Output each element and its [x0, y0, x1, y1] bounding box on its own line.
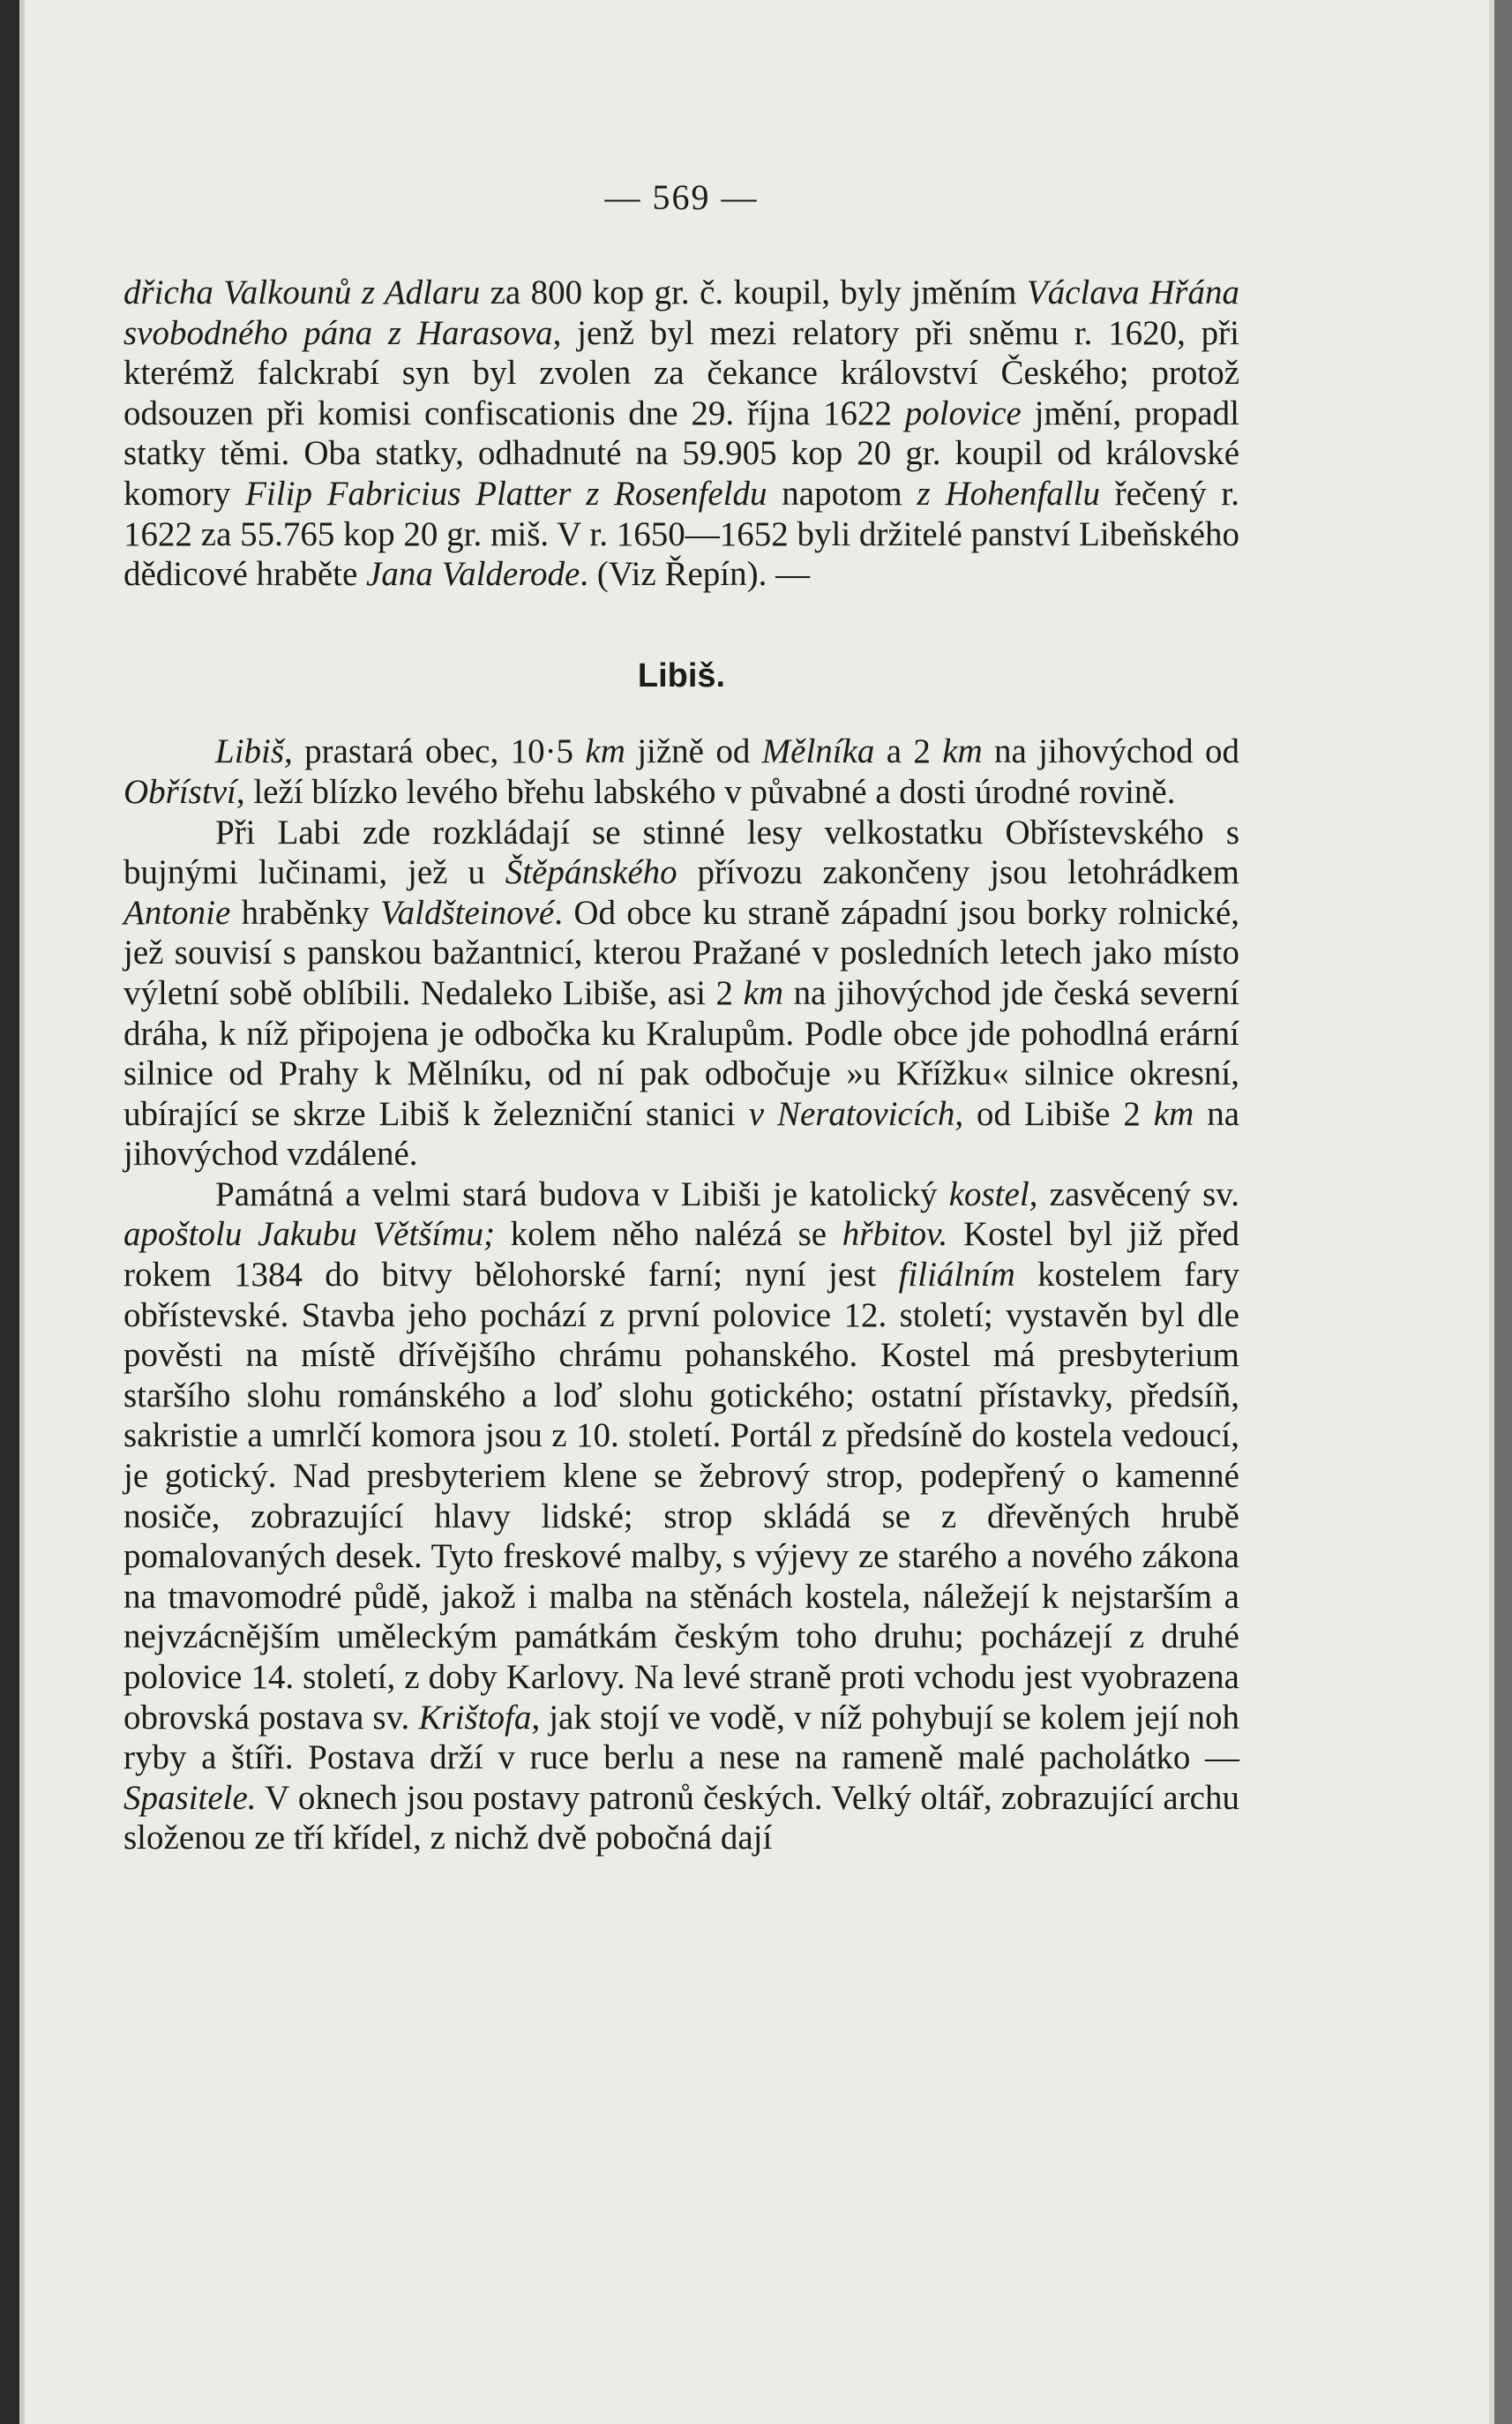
text-run: kostel,: [948, 1174, 1038, 1213]
text-run: z Hohenfallu: [917, 474, 1100, 513]
text-run: na jihovýchod vzdálené.: [124, 1094, 1240, 1174]
scan-left-edge: [0, 0, 19, 2424]
text-run: Při Labi zde rozkládají se stinné lesy velkostatku Obřístevského s bujnými lučinami, jež u: [124, 813, 1239, 892]
text-run: km: [585, 732, 625, 771]
scan-right-edge: [1494, 0, 1512, 2424]
book-page: [124, 176, 1239, 1858]
scan-right-edge-highlight: [1489, 0, 1494, 2424]
text-run: hřbitov.: [842, 1215, 948, 1254]
text-run: zasvěcený sv.: [1037, 1174, 1239, 1213]
text-run: Kostel byl již před rokem 1384 do bitvy bělohorské farní; nyní jest: [124, 1215, 1240, 1295]
page-number: — 569 —: [604, 177, 759, 217]
text-run: dřicha Valkounů z Adlaru: [124, 274, 481, 311]
text-run: Štěpánského: [505, 853, 677, 892]
text-run: filiálním: [898, 1256, 1015, 1295]
libis-paragraph-2: [124, 813, 1239, 1174]
text-run: napotom: [767, 474, 917, 513]
text-run: Jana Valderode: [366, 555, 580, 594]
text-run: , jenž byl mezi relatory při sněmu r. 1620, při kterémž falckrabí syn byl zvolen za čekance království Českého; protož odsouzen při komisi confiscationis dne 29. října 1622: [124, 313, 1239, 432]
text-run: km: [743, 973, 784, 1012]
text-run: Filip Fabricius Platter z Rosenfeldu: [245, 474, 767, 513]
text-run: Mělníka: [761, 732, 875, 771]
text-run: a 2: [874, 732, 943, 771]
libis-paragraph-3: [124, 1174, 1239, 1858]
text-run: jižně od: [625, 732, 762, 771]
text-run: jak stojí ve vodě, v níž pohybují se kolem její noh ryby a štíři. Postava drží v ruce berlu a nese na rameně malé pacholátko —: [124, 1698, 1239, 1777]
text-run: Památná a velmi stará budova v Libiši je katolický: [215, 1174, 949, 1213]
text-run: Libiš,: [215, 732, 293, 771]
text-run: polovice: [904, 394, 1022, 432]
text-run: apoštolu Jakubu Většímu;: [124, 1215, 495, 1254]
text-run: , leží blízko levého břehu labského v půvabné a dosti úrodné rovině.: [236, 772, 1176, 811]
body-text: [124, 273, 1239, 1858]
text-run: Obříství: [124, 772, 236, 811]
libis-paragraph-1: [124, 732, 1239, 812]
text-run: jmění, propadl statky těmi. Oba statky, odhadnuté na 59.905 kop 20 gr. koupil od královské komory: [124, 394, 1239, 513]
text-run: prastará obec, 10·5: [292, 732, 586, 771]
intro-paragraph: [124, 273, 1239, 595]
text-run: . (Viz Řepín). —: [580, 555, 811, 594]
text-run: řečený r. 1622 za 55.765 kop 20 gr. miš. V r. 1650—1652 byli držitelé panství Libeňského dědicové hraběte: [124, 474, 1239, 594]
text-run: km: [942, 732, 983, 771]
text-run: od Libiše 2: [963, 1094, 1154, 1133]
text-run: kostelem fary obřístevské. Stavba jeho pochází z první polovice 12. století; vystavěn byl dle pověsti na místě dřívějšího chrámu pohanského. Kostel má presbyterium staršího slohu románského a loď slohu gotického; ostatní přístavky, předsíň, sakristie a umrlčí komora jsou z 10. století. Portál z předsíně do kostela vedoucí, je gotický. Nad presbyteriem klene se žebrový strop, podepřený o kamenné nosiče, zobrazující hlavy lidské; strop skládá se z dřevěných hrubě pomalovaných desek. Tyto freskové malby, s výjevy ze starého a nového zákona na tmavomodré půdě, jakož i malba na stěnách kostela, náležejí k nejstarším a nejvzácnějším uměleckým památkám českým toho druhu; pocházejí z druhé polovice 14. století, z doby Karlovy. Na levé straně proti vchodu jest vyobrazena obrovská postava sv.: [124, 1256, 1240, 1737]
section-title: Libiš.: [637, 657, 726, 694]
text-run: hraběnky: [230, 893, 381, 932]
text-run: kolem něho nalézá se: [494, 1215, 842, 1254]
text-run: na jihovýchod od: [982, 732, 1239, 771]
text-run: přívozu zakončeny jsou letohrádkem: [677, 853, 1239, 892]
text-run: V oknech jsou postavy patronů českých. Velký oltář, zobrazující archu složenou ze tří křídel, z nichž dvě pobočná dají: [124, 1778, 1239, 1857]
text-run: Spasitele.: [124, 1778, 257, 1817]
text-run: km: [1153, 1094, 1194, 1133]
text-run: Václava Hřána svobodného pána z Harasova: [124, 274, 1239, 352]
text-run: Antonie: [124, 893, 231, 932]
scan-left-edge-highlight: [19, 0, 25, 2424]
text-run: . Od obce ku straně západní jsou borky rolnické, jež souvisí s panskou bažantnicí, kterou Pražané v posledních letech jako místo výletní sobě oblíbili. Nedaleko Libiše, asi 2: [124, 893, 1239, 1012]
text-run: za 800 kop gr. č. koupil, byly jměním: [480, 274, 1027, 311]
text-run: Valdšteinové: [380, 893, 555, 932]
text-run: v Neratovicích,: [748, 1094, 964, 1133]
text-run: na jihovýchod jde česká severní dráha, k níž připojena je odbočka ku Kralupům. Podle obce jde pohodlná erární silnice od Prahy k Mělníku, od ní pak odbočuje »u Křížku« silnice okresní, ubírající se skrze Libiš k železniční stanici: [124, 973, 1240, 1133]
text-run: Krištofa,: [418, 1698, 541, 1737]
